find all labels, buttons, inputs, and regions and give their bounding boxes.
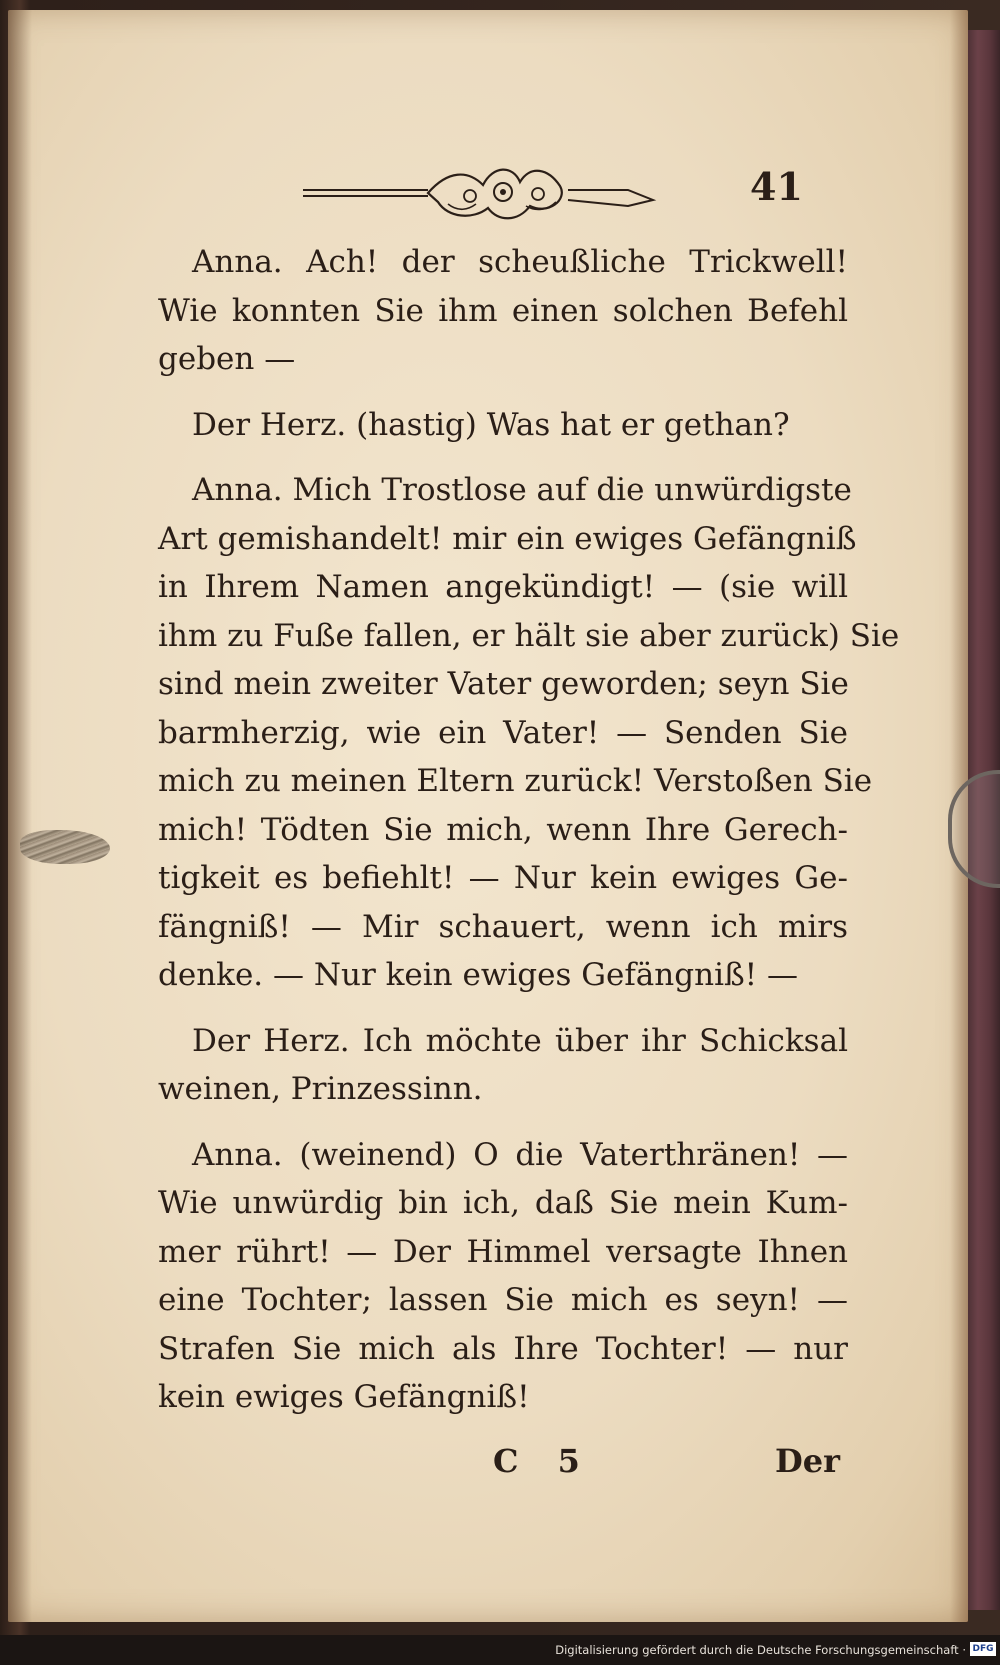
text-line: eine Tochter; lassen Sie mich es seyn! — (158, 1282, 848, 1318)
paragraph (158, 1131, 848, 1422)
text-line: Der Herz. (hastig) Was hat er gethan? (192, 406, 790, 443)
gutter-shadow (8, 10, 32, 1622)
paragraph (158, 401, 848, 450)
page-footer (158, 1442, 848, 1492)
digitization-credit: Digitalisierung gefördert durch die Deutsche Forschungsgemeinschaft · (555, 1643, 966, 1657)
text-line: Strafen Sie mich als Ihre Tochter! — nur (158, 1330, 848, 1367)
paragraph (158, 466, 900, 1000)
text-line: fängniß! — Mir schauert, wenn ich mirs (158, 908, 848, 945)
book-page (8, 10, 968, 1622)
text-line: weinen, Prinzessinn. (158, 1071, 483, 1107)
paragraph (158, 238, 848, 384)
text-line: mer rührt! — Der Himmel versagte Ihnen (158, 1233, 848, 1270)
text-line: kein ewiges Gefängniß! (158, 1379, 530, 1415)
binding-thread (20, 830, 110, 864)
body-text (158, 238, 900, 1422)
text-line: sind mein zweiter Vater geworden; seyn Sie (158, 666, 849, 702)
catchword: Der (775, 1442, 840, 1480)
text-line: mich zu meinen Eltern zurück! Verstoßen Sie (158, 763, 873, 799)
text-line: mich! Tödten Sie mich, wenn Ihre Gerech- (158, 811, 848, 848)
text-line: Wie konnten Sie ihm einen solchen Befehl (158, 292, 848, 329)
text-line: Anna. Mich Trostlose auf die unwürdigste (192, 472, 852, 508)
text-line: ihm zu Fuße fallen, er hält sie aber zurück) Sie (158, 617, 900, 654)
page-header (298, 160, 838, 230)
text-line: geben — (158, 341, 296, 377)
text-line: barmherzig, wie ein Vater! — Senden Sie (158, 714, 848, 751)
text-line: denke. — Nur kein ewiges Gefängniß! — (158, 957, 798, 993)
text-line: Wie unwürdig bin ich, daß Sie mein Kum- (158, 1185, 848, 1221)
dfg-logo: DFG (970, 1642, 996, 1656)
ornament-vignette-icon (298, 160, 698, 230)
text-line: Art gemishandelt! mir ein ewiges Gefängniß (158, 520, 857, 557)
text-line: in Ihrem Namen angekündigt! — (sie will (158, 569, 848, 605)
text-line: Der Herz. Ich möchte über ihr Schicksal (192, 1022, 848, 1059)
page-number: 41 (750, 164, 803, 209)
text-line: tigkeit es befiehlt! — Nur kein ewiges Ge- (158, 860, 848, 896)
paragraph (158, 1017, 848, 1114)
text-line: Anna. Ach! der scheußliche Trickwell! (192, 244, 848, 280)
text-line: Anna. (weinend) O die Vaterthränen! — (192, 1136, 848, 1173)
signature-mark: C 5 (493, 1442, 594, 1480)
